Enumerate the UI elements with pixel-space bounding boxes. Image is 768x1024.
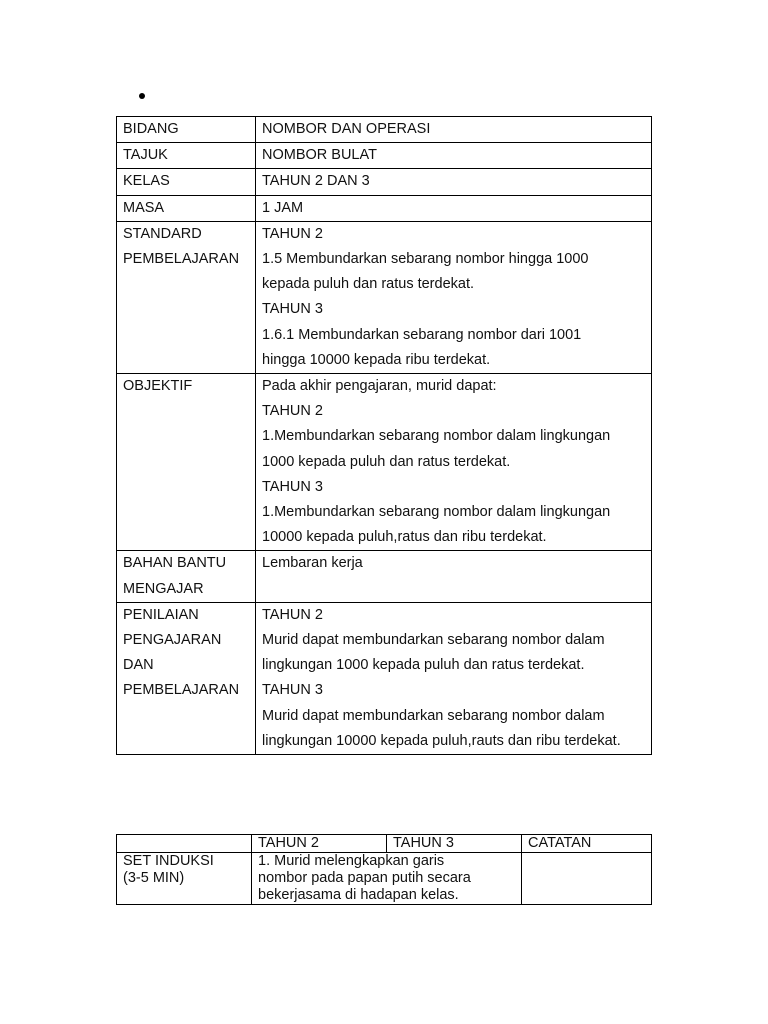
objektif-line: 1000 kepada puluh dan ratus terdekat. (262, 453, 511, 470)
set-induksi-label-line: (3-5 MIN) (123, 870, 185, 886)
bbm-label-line: BAHAN BANTU (123, 555, 227, 572)
table-row (117, 853, 652, 905)
objektif-line: Pada akhir pengajaran, murid dapat: (262, 378, 497, 395)
kelas-label: KELAS (117, 169, 256, 195)
penilaian-line: TAHUN 3 (262, 682, 323, 699)
penilaian-label-line: PENILAIAN (123, 606, 199, 623)
standard-line: TAHUN 3 (262, 301, 323, 318)
table-row (117, 602, 652, 754)
table-row (117, 374, 652, 551)
bidang-label: BIDANG (117, 117, 256, 143)
lesson-steps-table (116, 834, 652, 905)
table-row (117, 143, 652, 169)
table-row (117, 195, 652, 221)
penilaian-line: TAHUN 2 (262, 606, 323, 623)
standard-label (117, 221, 256, 373)
penilaian-line: lingkungan 1000 kepada puluh dan ratus terdekat. (262, 657, 585, 674)
penilaian-line: Murid dapat membundarkan sebarang nombor dalam (262, 707, 605, 724)
bidang-value: NOMBOR DAN OPERASI (256, 117, 652, 143)
tajuk-value: NOMBOR BULAT (256, 143, 652, 169)
standard-line: hingga 10000 kepada ribu terdekat. (262, 351, 491, 368)
table-row (117, 117, 652, 143)
catatan-header: CATATAN (522, 835, 652, 853)
catatan-cell (522, 853, 652, 905)
empty-header-cell (117, 835, 252, 853)
penilaian-label-line: PENGAJARAN (123, 632, 222, 649)
standard-line: kepada puluh dan ratus terdekat. (262, 276, 475, 293)
tahun3-header: TAHUN 3 (387, 835, 522, 853)
penilaian-label-line: DAN (123, 657, 154, 674)
table-row (117, 169, 652, 195)
tajuk-label: TAJUK (117, 143, 256, 169)
set-induksi-line: nombor pada papan putih secara (258, 870, 471, 886)
set-induksi-line: 1. Murid melengkapkan garis (258, 853, 445, 869)
objektif-label: OBJEKTIF (117, 374, 256, 551)
objektif-line: TAHUN 2 (262, 403, 323, 420)
masa-value: 1 JAM (256, 195, 652, 221)
standard-value (256, 221, 652, 373)
bullet-point (139, 93, 145, 99)
set-induksi-label (117, 853, 252, 905)
set-induksi-content (252, 853, 522, 905)
penilaian-label-line: PEMBELAJARAN (123, 682, 240, 699)
table-row (117, 221, 652, 373)
objektif-line: 1.Membundarkan sebarang nombor dalam lingkungan (262, 428, 611, 445)
standard-line: 1.6.1 Membundarkan sebarang nombor dari 1001 (262, 326, 582, 343)
masa-label: MASA (117, 195, 256, 221)
kelas-value: TAHUN 2 DAN 3 (256, 169, 652, 195)
standard-line: TAHUN 2 (262, 225, 323, 242)
bbm-label-line: MENGAJAR (123, 580, 204, 597)
penilaian-label (117, 602, 256, 754)
objektif-value (256, 374, 652, 551)
objektif-line: 1.Membundarkan sebarang nombor dalam lingkungan (262, 504, 611, 521)
bbm-value: Lembaran kerja (256, 551, 652, 602)
objektif-line: TAHUN 3 (262, 478, 323, 495)
bbm-label (117, 551, 256, 602)
tahun2-header: TAHUN 2 (252, 835, 387, 853)
penilaian-line: lingkungan 10000 kepada puluh,rauts dan ribu terdekat. (262, 732, 621, 749)
set-induksi-label-line: SET INDUKSI (123, 853, 214, 869)
standard-label-line: STANDARD (123, 225, 202, 242)
standard-line: 1.5 Membundarkan sebarang nombor hingga 1000 (262, 251, 589, 268)
objektif-line: 10000 kepada puluh,ratus dan ribu terdekat. (262, 529, 547, 546)
standard-label-line: PEMBELAJARAN (123, 251, 240, 268)
table-header-row (117, 835, 652, 853)
set-induksi-line: bekerjasama di hadapan kelas. (258, 887, 459, 903)
table-row (117, 551, 652, 602)
penilaian-value (256, 602, 652, 754)
penilaian-line: Murid dapat membundarkan sebarang nombor dalam (262, 632, 605, 649)
lesson-plan-table (116, 116, 652, 755)
